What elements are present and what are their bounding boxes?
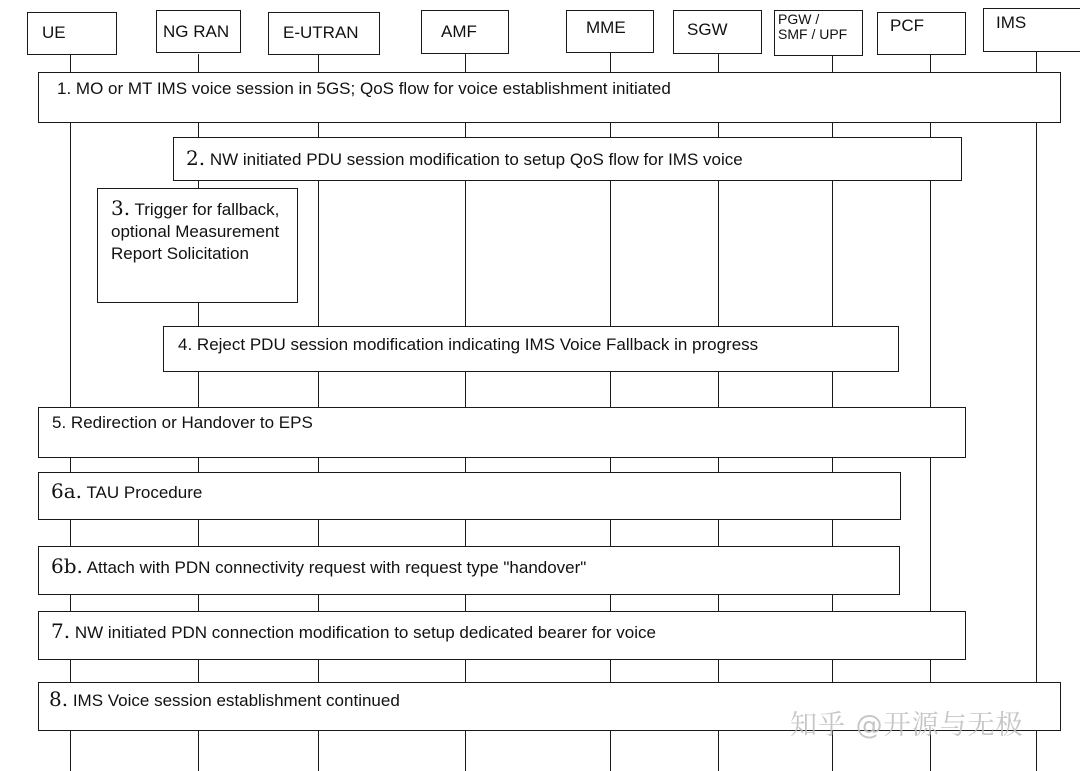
step-6b-number: 6b. — [51, 554, 83, 578]
step-2 — [173, 137, 962, 181]
step-8-number: 8. — [49, 687, 69, 711]
entity-sgw — [673, 10, 762, 54]
entity-e-utran-label: E-UTRAN — [283, 23, 359, 42]
entity-ng-ran-label: NG RAN — [163, 22, 230, 41]
step-4-text: Reject PDU session modification indicating IMS Voice Fallback in progress — [196, 335, 759, 354]
step-1 — [38, 72, 1061, 123]
entity-pcf — [877, 12, 966, 55]
step-2-text: NW initiated PDU session modification to setup QoS flow for IMS voice — [209, 150, 743, 169]
entity-mme — [566, 10, 654, 53]
entity-e-utran — [268, 12, 380, 55]
entity-pgw-label-line2: SMF / UPF — [778, 26, 848, 42]
step-6b-text: Attach with PDN connectivity request with request type "handover" — [86, 558, 587, 577]
step-8-text: IMS Voice session establishment continued — [72, 691, 400, 710]
entity-ue — [27, 12, 117, 55]
step-5 — [38, 407, 966, 458]
step-2-number: 2. — [186, 146, 206, 170]
entity-sgw-label: SGW — [687, 20, 728, 39]
step-1-number: 1. — [57, 79, 72, 98]
step-3-text: Trigger for fallback, optional Measurement Report Solicitation — [111, 200, 280, 263]
step-7-text: NW initiated PDN connection modification to setup dedicated bearer for voice — [74, 623, 656, 642]
step-5-text: Redirection or Handover to EPS — [70, 413, 313, 432]
step-1-text: MO or MT IMS voice session in 5GS; QoS flow for voice establishment initiated — [75, 79, 671, 98]
step-5-number: 5. — [52, 413, 67, 432]
entity-pgw-smf-upf — [774, 10, 863, 56]
entity-ims-label: IMS — [996, 13, 1027, 32]
entity-ims — [983, 8, 1080, 52]
entity-amf — [421, 10, 509, 54]
step-4 — [163, 326, 899, 372]
entity-mme-label: MME — [586, 18, 626, 37]
step-6a-text: TAU Procedure — [86, 483, 203, 502]
step-6a — [38, 472, 901, 520]
watermark-text: 知乎 @开源与无极 — [790, 710, 1024, 741]
step-4-number: 4. — [178, 335, 193, 354]
entity-amf-label: AMF — [441, 22, 477, 41]
entity-pgw-label-line1: PGW / — [778, 11, 820, 27]
entity-ue-label: UE — [42, 23, 66, 42]
step-7-number: 7. — [51, 619, 71, 643]
entity-ng-ran — [156, 10, 241, 53]
lifeline-ims — [1036, 52, 1037, 771]
step-6b — [38, 546, 900, 595]
entity-pcf-label: PCF — [890, 16, 924, 35]
step-6a-number: 6a. — [51, 479, 83, 503]
step-3-number: 3. — [111, 196, 131, 220]
step-3 — [97, 188, 298, 303]
step-7 — [38, 611, 966, 660]
